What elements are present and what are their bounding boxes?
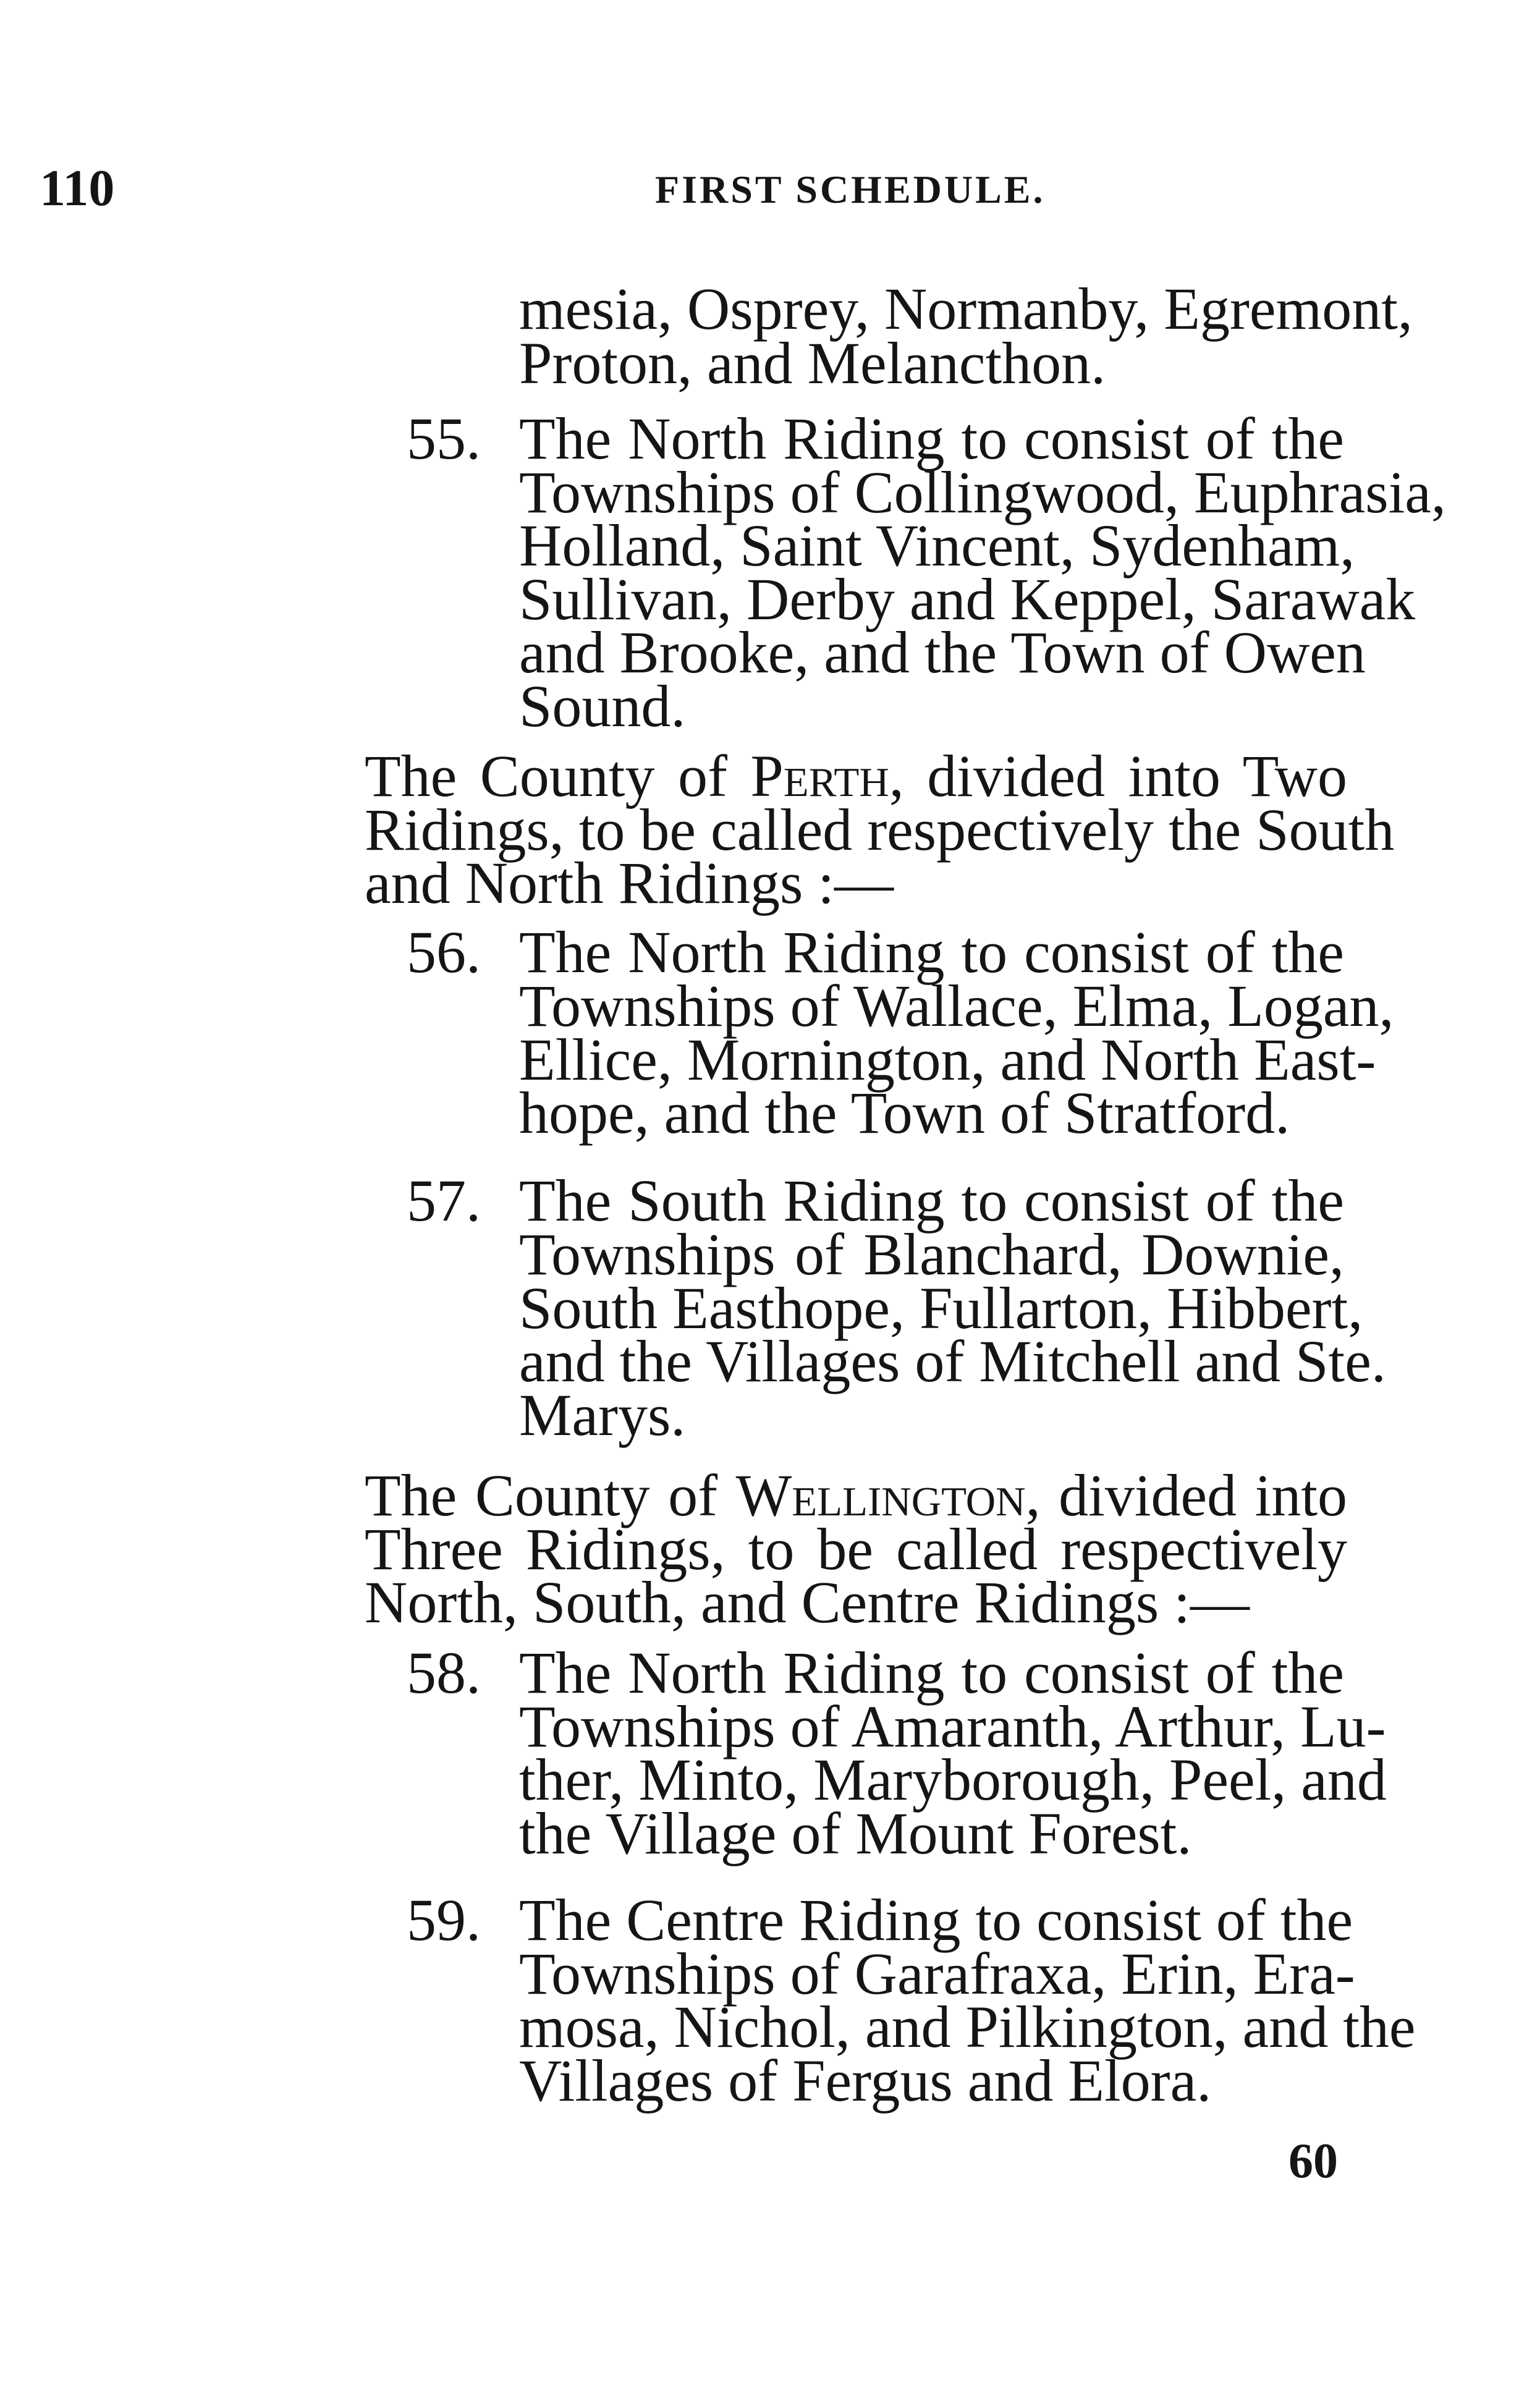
county-wellington-line: North, South, and Centre Ridings :—	[365, 1569, 1250, 1635]
page-number: 110	[40, 159, 115, 217]
county-name: Wellington	[735, 1462, 1026, 1528]
county-wellington-line: Three Ridings, to be called respectively	[365, 1516, 1347, 1582]
continuation-line: Proton, and Melancthon.	[519, 330, 1106, 396]
entry-59-line: mosa, Nichol, and Pilkington, and the	[519, 1994, 1416, 2060]
county-perth-line: and North Ridings :—	[365, 850, 894, 916]
entry-57-line: Marys.	[519, 1382, 686, 1448]
county-intro-text: , divided into Two	[889, 743, 1348, 809]
entry-55-line: Holland, Saint Vincent, Sydenham,	[519, 512, 1355, 578]
entry-number-57: 57.	[407, 1167, 481, 1234]
entry-57-line: Townships of Blanchard, Downie,	[519, 1221, 1344, 1287]
county-intro-text: The County of	[365, 743, 751, 809]
entry-58-line: Townships of Amaranth, Arthur, Lu-	[519, 1693, 1386, 1759]
entry-58-line: The North Riding to consist of the	[519, 1640, 1344, 1706]
county-intro-text: The County of	[365, 1462, 736, 1528]
county-perth-line: Ridings, to be called respectively the South	[365, 797, 1395, 863]
entry-number-58: 58.	[407, 1640, 481, 1706]
running-title: FIRST SCHEDULE.	[655, 167, 1046, 211]
entry-57-line: The South Riding to consist of the	[519, 1167, 1344, 1234]
entry-56-line: Townships of Wallace, Elma, Logan,	[519, 973, 1394, 1039]
entry-57-line: South Easthope, Fullarton, Hibbert,	[519, 1275, 1363, 1341]
entry-57-line: and the Villages of Mitchell and Ste.	[519, 1328, 1386, 1394]
county-name: Perth	[750, 743, 889, 809]
entry-59-line: Villages of Fergus and Elora.	[519, 2047, 1212, 2114]
entry-59-line: Townships of Garafraxa, Erin, Era-	[519, 1941, 1355, 2007]
entry-number-56: 56.	[407, 919, 481, 985]
entry-55-line: and Brooke, and the Town of Owen	[519, 619, 1366, 685]
entry-56-line: hope, and the Town of Stratford.	[519, 1080, 1290, 1146]
entry-56-line: The North Riding to consist of the	[519, 919, 1344, 985]
entry-number-55: 55.	[407, 405, 481, 472]
entry-55-line: Townships of Collingwood, Euphrasia,	[519, 459, 1446, 525]
entry-number-59: 59.	[407, 1887, 481, 1953]
entry-58-line: ther, Minto, Maryborough, Peel, and	[519, 1747, 1387, 1813]
entry-56-line: Ellice, Mornington, and North East-	[519, 1027, 1376, 1093]
entry-59-line: The Centre Riding to consist of the	[519, 1887, 1353, 1953]
signature-mark: 60	[1288, 2134, 1338, 2188]
entry-58-line: the Village of Mount Forest.	[519, 1800, 1192, 1866]
entry-55-line: Sullivan, Derby and Keppel, Sarawak	[519, 566, 1416, 632]
entry-55-line: Sound.	[519, 673, 686, 739]
entry-55-line: The North Riding to consist of the	[519, 405, 1344, 472]
continuation-line: mesia, Osprey, Normanby, Egremont,	[519, 276, 1413, 342]
county-intro-text: , divided into	[1025, 1462, 1347, 1528]
